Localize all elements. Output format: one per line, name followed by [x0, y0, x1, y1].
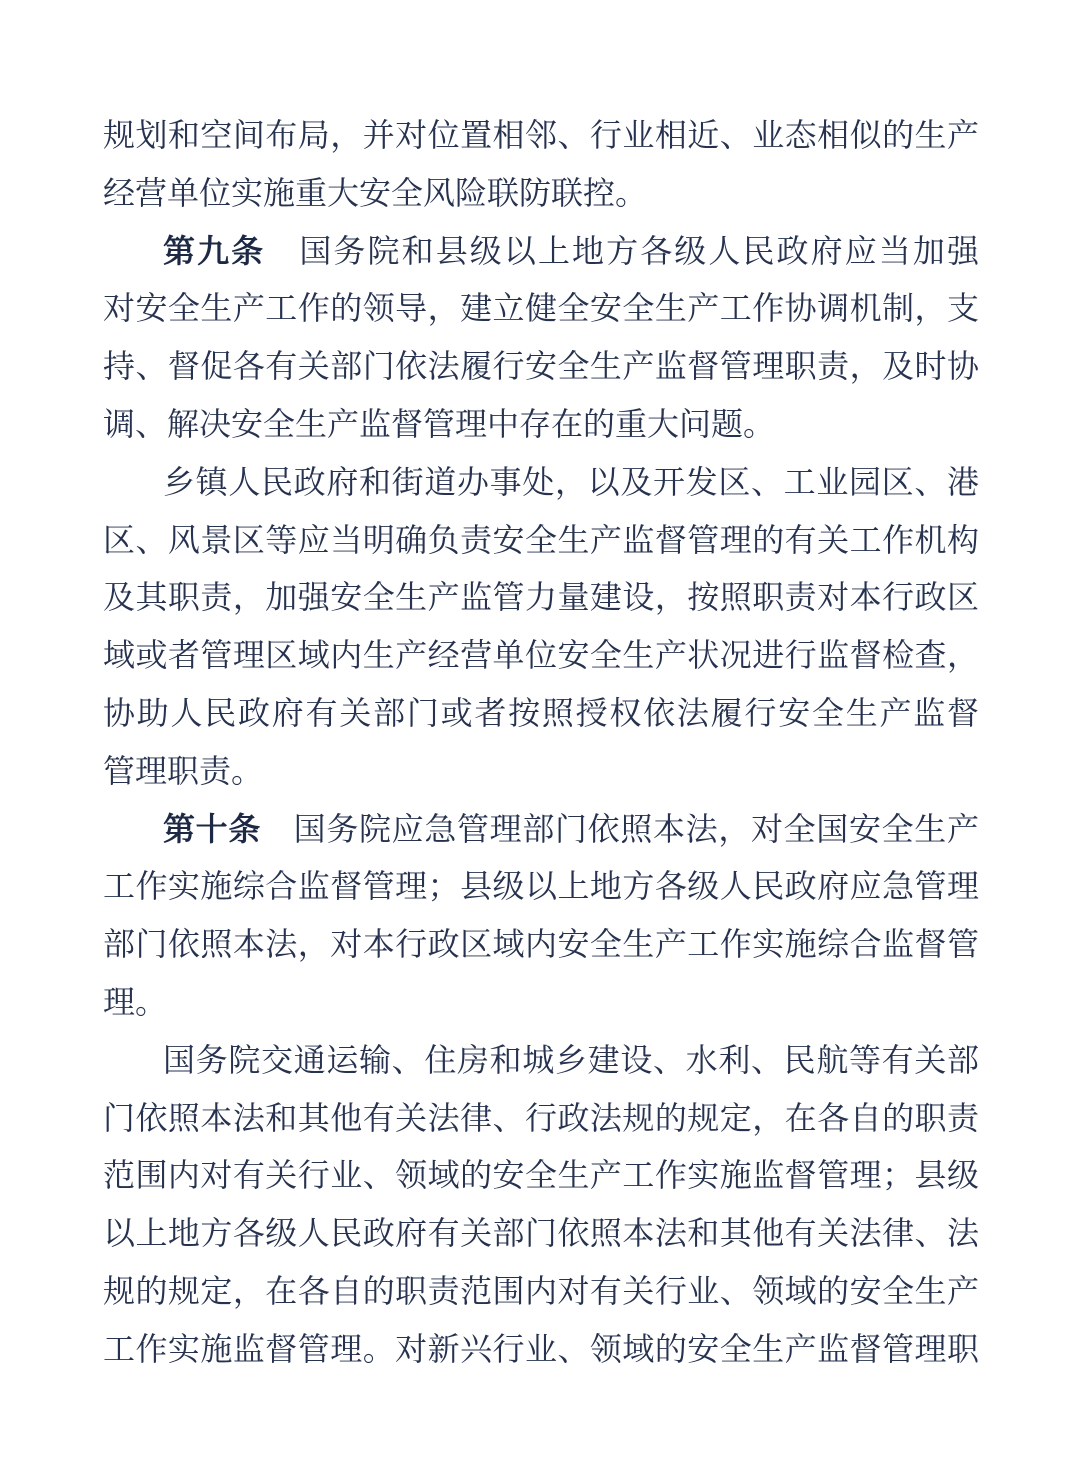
paragraph	[103, 801, 979, 1032]
text-line	[103, 801, 979, 859]
text-line	[103, 1263, 979, 1321]
line-text: 以上地方各级人民政府有关部门依照本法和其他有关法律、法	[103, 1215, 979, 1252]
text-line	[103, 685, 979, 743]
line-text: 对安全生产工作的领导，建立健全安全生产工作协调机制，支	[103, 290, 979, 327]
text-line	[103, 974, 979, 1032]
line-text: 经营单位实施重大安全风险联防联控。	[103, 174, 648, 211]
line-text: 规划和空间布局，并对位置相邻、行业相近、业态相似的生产	[103, 117, 979, 153]
line-text: 理。	[103, 983, 168, 1020]
text-body	[103, 107, 979, 1379]
line-text: 工作实施综合监督管理；县级以上地方各级人民政府应急管理	[103, 868, 979, 905]
text-line	[103, 1090, 979, 1148]
text-line	[103, 454, 979, 512]
text-line	[103, 1205, 979, 1263]
line-text: 协助人民政府有关部门或者按照授权依法履行安全生产监督	[103, 694, 979, 731]
text-line	[103, 280, 979, 338]
text-line	[103, 338, 979, 396]
paragraph	[103, 107, 979, 223]
line-text: 区、风景区等应当明确负责安全生产监督管理的有关工作机构	[103, 521, 979, 558]
paragraph	[103, 454, 979, 801]
text-line	[103, 396, 979, 454]
line-text: 国务院应急管理部门依照本法，对全国安全生产	[261, 810, 979, 847]
line-text: 范围内对有关行业、领域的安全生产工作实施监督管理；县级	[103, 1157, 979, 1194]
article-number: 第九条	[163, 232, 266, 269]
line-text: 持、督促各有关部门依法履行安全生产监督管理职责，及时协	[103, 348, 979, 385]
line-text: 国务院和县级以上地方各级人民政府应当加强	[265, 232, 979, 269]
text-line	[103, 569, 979, 627]
line-text: 乡镇人民政府和街道办事处，以及开发区、工业园区、港	[163, 463, 979, 500]
text-line	[103, 107, 979, 165]
text-line	[103, 512, 979, 570]
text-line	[103, 165, 979, 223]
text-line	[103, 858, 979, 916]
line-text: 管理职责。	[103, 752, 264, 789]
line-text: 国务院交通运输、住房和城乡建设、水利、民航等有关部	[163, 1041, 979, 1078]
line-text: 部门依照本法，对本行政区域内安全生产工作实施综合监督管	[103, 926, 979, 963]
line-text: 及其职责，加强安全生产监管力量建设，按照职责对本行政区	[103, 579, 979, 616]
text-line	[103, 1032, 979, 1090]
paragraph	[103, 1032, 979, 1379]
line-text: 调、解决安全生产监督管理中存在的重大问题。	[103, 405, 776, 442]
text-line	[103, 223, 979, 281]
line-text: 域或者管理区域内生产经营单位安全生产状况进行监督检查，	[103, 637, 979, 674]
text-line	[103, 1321, 979, 1379]
paragraph	[103, 223, 979, 454]
article-number: 第十条	[163, 810, 261, 847]
text-line	[103, 916, 979, 974]
line-text: 规的规定，在各自的职责范围内对有关行业、领域的安全生产	[103, 1272, 979, 1309]
line-text: 门依照本法和其他有关法律、行政法规的规定，在各自的职责	[103, 1099, 979, 1136]
text-line	[103, 1147, 979, 1205]
line-text: 工作实施监督管理。对新兴行业、领域的安全生产监督管理职	[103, 1330, 979, 1367]
text-line	[103, 743, 979, 801]
text-line	[103, 627, 979, 685]
